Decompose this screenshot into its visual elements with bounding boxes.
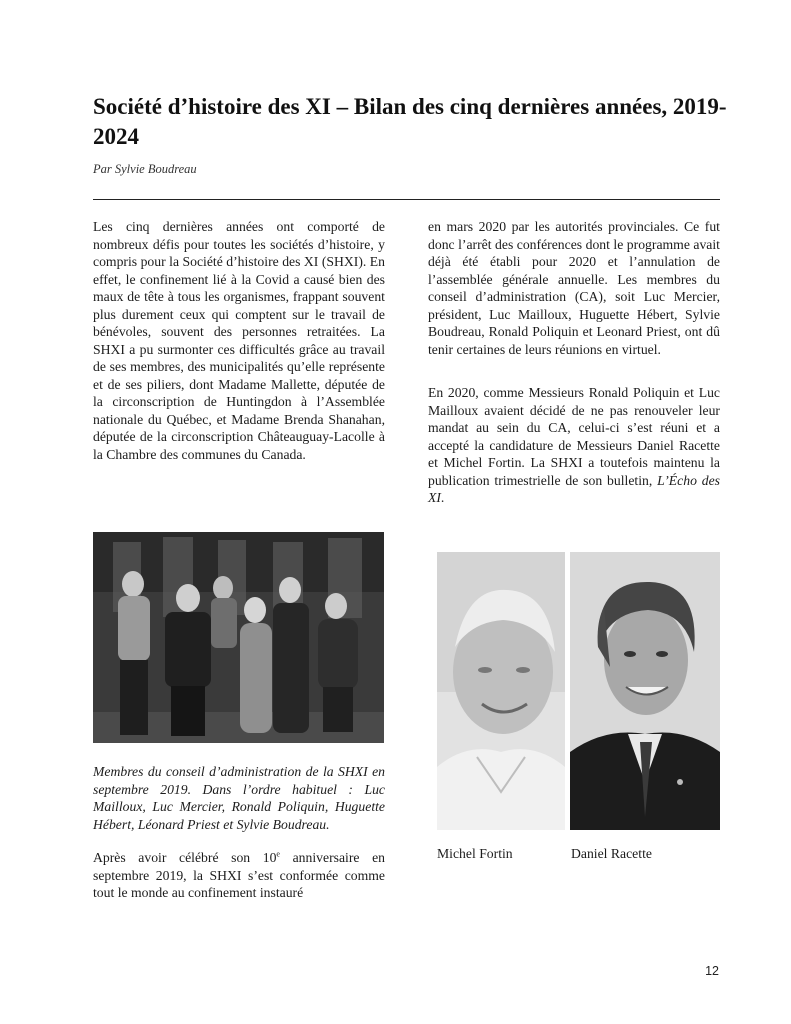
daniel-racette-name: Daniel Racette — [571, 846, 652, 861]
left-paragraph-1: Les cinq dernières années ont comporté de nombreux défis pour toutes les sociétés d’histoire, y compris pour la Société d’histoire des XI (SHXI). En effet, le confinement lié à la Covid a causé bien des maux de tête à tous les organismes, frappant souvent plus durement ceux qui comptent sur le travail de bénévoles, souvent des personnes retraitées. La SHXI a pu surmonter ces difficultés grâce au travail de ses membres, des municipalités qu’elle représente et de ses piliers, dont Madame Mallette, députée de la circonscription de Huntingdon à l’Assemblée nationale du Québec, et Madame Brenda Shanahan, députée de la circonscription Châteauguay-Lacolle à la Chambre des communes du Canada. — [93, 219, 385, 462]
right-paragraph-1: en mars 2020 par les autorités provinciales. Ce fut donc l’arrêt des conférences dont le programme avait déjà été établi pour 2020 et l’annulation de l’assemblée générale annuelle. Les membres du conseil d’administration (CA), soit Luc Mercier, président, Luc Mailloux, Huguette Hébert, Sylvie Boudreau, Ronald Poliquin et Leonard Priest, ont dû tenir certaines de leurs réunions en virtuel. — [428, 219, 720, 357]
left-paragraph-2: Après avoir célébré son 10e anniversaire en septembre 2019, la SHXI s’est conformée comme tout le monde au confinement instauré — [93, 849, 385, 900]
right-paragraph-2: En 2020, comme Messieurs Ronald Poliquin et Luc Mailloux avaient décidé de ne pas renouveler leur mandat au sein du CA, celui-ci s’est réuni et a accepté la candidature de Messieurs Daniel Racette et Michel Fortin. La SHXI a toutefois maintenu la publication trimestrielle de son bulletin, L’Écho des XI. — [428, 385, 721, 505]
michel-fortin-name: Michel Fortin — [437, 846, 513, 861]
byline: Par Sylvie Boudreau — [93, 162, 197, 176]
board-group-photo — [93, 532, 384, 743]
board-photo-caption: Membres du conseil d’administration de la SHXI en septembre 2019. Dans l’ordre habituel : Luc Mailloux, Luc Mercier, Ronald Poliquin, Huguette Hébert, Léonard Priest et Sylvie Boudreau. — [93, 764, 385, 832]
article-title: Société d’histoire des XI – Bilan des cinq dernières années, 2019-2024 — [93, 94, 727, 149]
daniel-racette-portrait — [570, 552, 720, 830]
michel-fortin-portrait — [437, 552, 565, 830]
title-divider — [93, 199, 720, 200]
page-number: 12 — [705, 964, 719, 978]
